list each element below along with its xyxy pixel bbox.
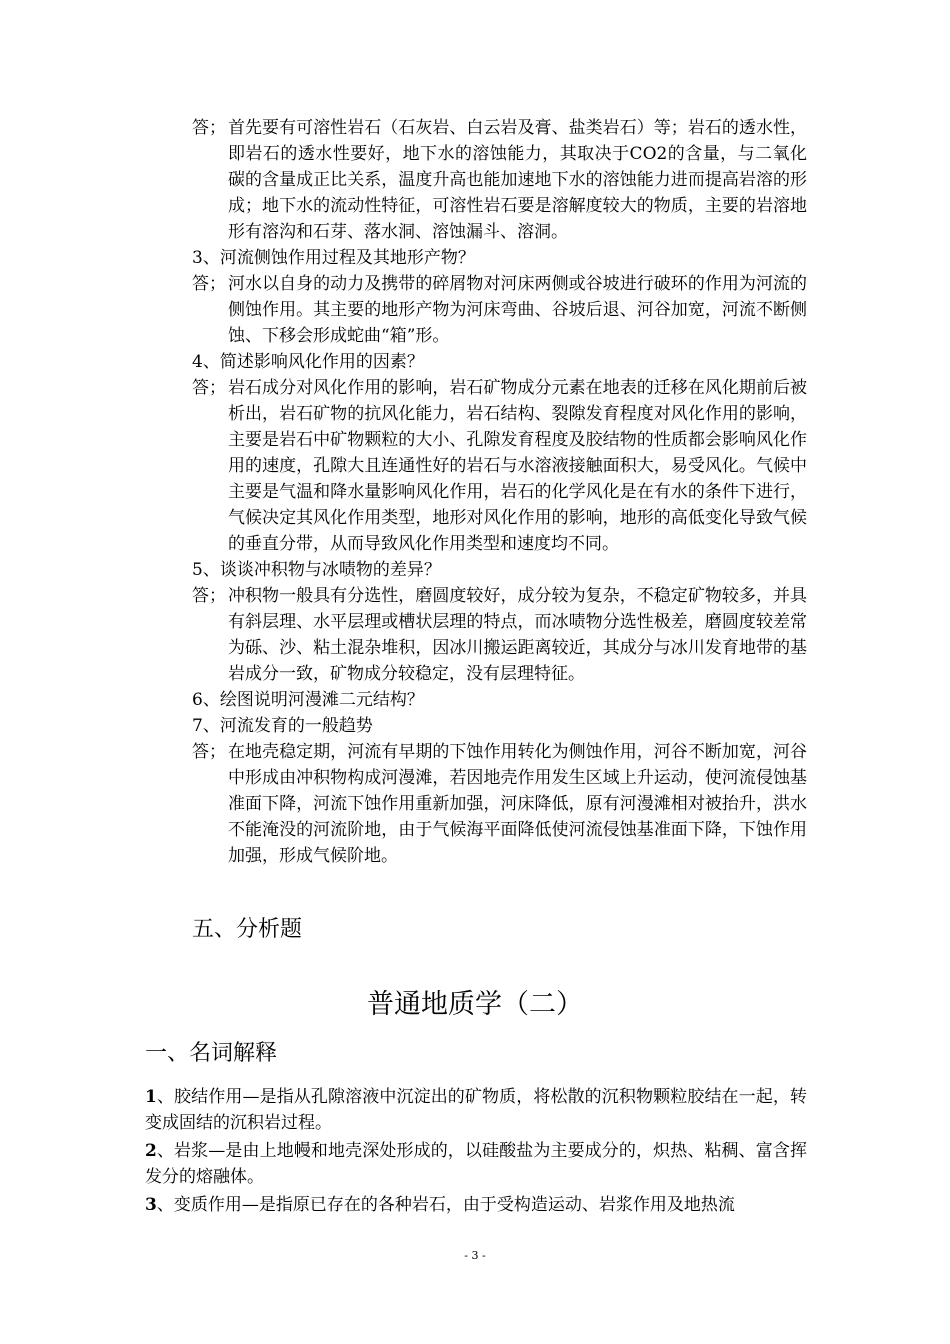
question-6: 6、绘图说明河漫滩二元结构？ [192,690,424,710]
question-5: 5、谈谈冲积物与冰啧物的差异？ [192,560,441,580]
section-heading-analysis: 五、分析题 [192,917,303,942]
answer-text: 冲积物一般具有分选性，磨圆度较好，成分较为复杂，不稳定矿物较多，并具有斜层理、水平层理或槽状层理的特点，而冰啧物分选性极差，磨圆度较差常为砾、沙、粘土混杂堆积，因冰川搬运距离较近，其成分与冰川发育地带的基岩成分一致，矿物成分较稳定，没有层理特征。 [228,586,807,684]
answer-3 [192,271,807,349]
definition-text: 、变质作用—是指原已存在的各种岩石，由于受构造运动、岩浆作用及地热流 [156,1195,735,1215]
definition-text: 、胶结作用—是指从孔隙溶液中沉淀出的矿物质，将松散的沉积物颗粒胶结在一起，转变成固结的沉积岩过程。 [145,1087,807,1133]
answer-4 [192,375,807,557]
answer-prefix: 答； [192,274,226,294]
chapter-title: 普通地质学（二） [367,989,583,1020]
answer-prefix: 答； [192,586,226,606]
definition-item [145,1138,807,1190]
answer-prefix: 答； [192,118,226,138]
answer-text: 岩石成分对风化作用的影响，岩石矿物成分元素在地表的迁移在风化期前后被析出，岩石矿物的抗风化能力，岩石结构、裂隙发育程度对风化作用的影响，主要是岩石中矿物颗粒的大小、孔隙发育程度及胶结物的性质都会影响风化作用的速度，孔隙大且连通性好的岩石与水溶液接触面积大，易受风化。气候中主要是气温和降水量影响风化作用，岩石的化学风化是在有水的条件下进行，气候决定其风化作用类型，地形对风化作用的影响，地形的高低变化导致气候的垂直分带，从而导致风化作用类型和速度均不同。 [228,378,807,554]
answer-prefix: 答； [192,742,226,762]
definition-number: 1 [145,1087,157,1107]
definition-text: 、岩浆—是由上地幔和地壳深处形成的，以硅酸盐为主要成分的，炽热、粘稠、富含挥发分的熔融体。 [145,1141,807,1187]
answer-text: 河水以自身的动力及携带的碎屑物对河床两侧或谷坡进行破环的作用为河流的侧蚀作用。其主要的地形产物为河床弯曲、谷坡后退、河谷加宽，河流不断侧蚀、下移会形成蛇曲“箱”形。 [228,274,807,346]
definitions-list [145,1084,807,1220]
answer-text: 在地壳稳定期，河流有早期的下蚀作用转化为侧蚀作用，河谷不断加宽，河谷中形成由冲积物构成河漫滩，若因地壳作用发生区域上升运动，使河流侵蚀基准面下降，河流下蚀作用重新加强，河床降低，原有河漫滩相对被抬升，洪水不能淹没的河流阶地，由于气候海平面降低使河流侵蚀基准面下降，下蚀作用加强，形成气候阶地。 [228,742,807,866]
definition-number: 2 [145,1141,157,1161]
answer-text: 首先要有可溶性岩石（石灰岩、白云岩及膏、盐类岩石）等；岩石的透水性，即岩石的透水性要好，地下水的溶蚀能力，其取决于CO2的含量，与二氧化碳的含量成正比关系，温度升高也能加速地下水的溶蚀能力进而提高岩溶的形成；地下水的流动性特征，可溶性岩石要是溶解度较大的物质，主要的岩溶地形有溶沟和石芽、落水洞、溶蚀漏斗、溶洞。 [228,118,807,242]
answer-5 [192,583,807,687]
definition-item [145,1084,807,1136]
definition-number: 3 [145,1195,157,1215]
question-3: 3、河流侧蚀作用过程及其地形产物？ [192,248,475,268]
page-number: - 3 - [464,1249,486,1262]
answer-prefix: 答； [192,378,226,398]
question-4: 4、简述影响风化作用的因素？ [192,352,424,372]
section-heading-terms: 一、名词解释 [145,1041,278,1066]
answer-1 [192,115,807,245]
definition-item [145,1192,807,1218]
question-7: 7、河流发育的一般趋势 [192,716,373,736]
answer-7 [192,739,807,869]
qa-block [192,115,807,869]
